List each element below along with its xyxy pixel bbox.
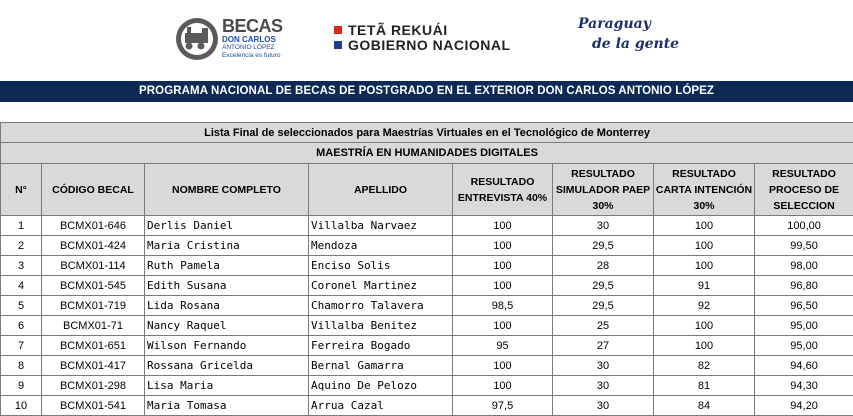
gobierno-line-2: GOBIERNO NACIONAL [348, 37, 511, 53]
results-table [0, 122, 853, 416]
row-number: 6 [1, 316, 42, 336]
row-code: BCMX01-719 [42, 296, 145, 316]
row-interview: 100 [453, 376, 553, 396]
row-number: 8 [1, 356, 42, 376]
header-surname: APELLIDO [309, 164, 453, 216]
row-result: 95,00 [755, 336, 853, 356]
row-simulator: 27 [553, 336, 654, 356]
row-simulator: 30 [553, 356, 654, 376]
row-interview: 95 [453, 336, 553, 356]
row-surname: Aquino De Pelozo [309, 376, 453, 396]
row-code: BCMX01-114 [42, 256, 145, 276]
table-body [1, 216, 853, 416]
row-surname: Mendoza [309, 236, 453, 256]
row-first-name: Edith Susana [145, 276, 309, 296]
row-code: BCMX01-646 [42, 216, 145, 236]
row-code: BCMX01-71 [42, 316, 145, 336]
table-subtitle: MAESTRÍA EN HUMANIDADES DIGITALES [1, 143, 853, 164]
row-result: 99,50 [755, 236, 853, 256]
becas-subtitle-1: DON CARLOS [222, 36, 276, 44]
row-simulator: 30 [553, 396, 654, 416]
row-surname: Ferreira Bogado [309, 336, 453, 356]
row-simulator: 29,5 [553, 236, 654, 256]
row-surname: Coronel Martinez [309, 276, 453, 296]
row-interview: 100 [453, 256, 553, 276]
row-result: 95,00 [755, 316, 853, 336]
row-interview: 98,5 [453, 296, 553, 316]
row-letter: 100 [654, 236, 755, 256]
row-number: 1 [1, 216, 42, 236]
header-row [1, 164, 853, 216]
row-result: 94,60 [755, 356, 853, 376]
row-first-name: Maria Tomasa [145, 396, 309, 416]
row-first-name: Nancy Raquel [145, 316, 309, 336]
row-interview: 100 [453, 276, 553, 296]
row-first-name: Lida Rosana [145, 296, 309, 316]
row-letter: 92 [654, 296, 755, 316]
table-row [1, 376, 853, 396]
row-letter: 81 [654, 376, 755, 396]
header-letter: RESULTADO CARTA INTENCIÓN 30% [654, 164, 755, 216]
row-interview: 100 [453, 236, 553, 256]
becas-logo [172, 12, 284, 64]
row-code: BCMX01-651 [42, 336, 145, 356]
header-number: N° [1, 164, 42, 216]
table-row [1, 316, 853, 336]
row-simulator: 28 [553, 256, 654, 276]
table-row [1, 256, 853, 276]
row-result: 94,20 [755, 396, 853, 416]
row-first-name: Derlis Daniel [145, 216, 309, 236]
row-letter: 82 [654, 356, 755, 376]
table-row [1, 276, 853, 296]
row-simulator: 25 [553, 316, 654, 336]
row-code: BCMX01-545 [42, 276, 145, 296]
row-interview: 97,5 [453, 396, 553, 416]
row-code: BCMX01-298 [42, 376, 145, 396]
row-first-name: Wilson Fernando [145, 336, 309, 356]
row-surname: Chamorro Talavera [309, 296, 453, 316]
row-interview: 100 [453, 356, 553, 376]
row-code: BCMX01-424 [42, 236, 145, 256]
header-result: RESULTADO PROCESO DE SELECCION [755, 164, 853, 216]
table-title: Lista Final de seleccionados para Maestrías Virtuales en el Tecnológico de Monterrey [1, 123, 853, 143]
row-result: 96,80 [755, 276, 853, 296]
row-simulator: 30 [553, 376, 654, 396]
table-row [1, 216, 853, 236]
row-number: 5 [1, 296, 42, 316]
header-name: NOMBRE COMPLETO [145, 164, 309, 216]
row-number: 2 [1, 236, 42, 256]
gobierno-line-1: TETÃ REKUÁI [348, 22, 448, 38]
row-first-name: Maria Cristina [145, 236, 309, 256]
paraguay-logo [578, 16, 668, 60]
row-interview: 100 [453, 316, 553, 336]
row-surname: Arrua Cazal [309, 396, 453, 416]
table-row [1, 356, 853, 376]
row-number: 7 [1, 336, 42, 356]
gobierno-logo [334, 22, 534, 56]
row-surname: Villalba Benitez [309, 316, 453, 336]
row-first-name: Rossana Gricelda [145, 356, 309, 376]
row-surname: Enciso Solis [309, 256, 453, 276]
row-letter: 100 [654, 216, 755, 236]
row-code: BCMX01-541 [42, 396, 145, 416]
row-letter: 91 [654, 276, 755, 296]
header-code: CÓDIGO BECAL [42, 164, 145, 216]
table-row [1, 336, 853, 356]
row-interview: 100 [453, 216, 553, 236]
row-result: 100,00 [755, 216, 853, 236]
row-letter: 100 [654, 336, 755, 356]
header-simulator: RESULTADO SIMULADOR PAEP 30% [553, 164, 654, 216]
table-title-row [1, 123, 853, 143]
becas-word: BECAS [222, 16, 283, 37]
row-surname: Bernal Gamarra [309, 356, 453, 376]
row-number: 10 [1, 396, 42, 416]
paraguay-line-2: de la gente [592, 36, 679, 52]
locomotive-icon [174, 16, 220, 62]
table-row [1, 396, 853, 416]
blue-square-icon [334, 41, 342, 49]
row-number: 3 [1, 256, 42, 276]
row-number: 4 [1, 276, 42, 296]
becas-subtitle-2: ANTONIO LÓPEZ [222, 44, 275, 51]
row-simulator: 29,5 [553, 276, 654, 296]
header-interview: RESULTADO ENTREVISTA 40% [453, 164, 553, 216]
red-square-icon [334, 26, 342, 34]
row-first-name: Ruth Pamela [145, 256, 309, 276]
row-letter: 100 [654, 256, 755, 276]
row-result: 98,00 [755, 256, 853, 276]
row-result: 96,50 [755, 296, 853, 316]
header-logos [0, 0, 853, 80]
paraguay-line-1: Paraguay [578, 16, 651, 32]
program-banner: PROGRAMA NACIONAL DE BECAS DE POSTGRADO EN EL EXTERIOR DON CARLOS ANTONIO LÓPEZ [0, 81, 853, 102]
becas-tagline: Excelencia es futuro [222, 52, 281, 59]
row-simulator: 29,5 [553, 296, 654, 316]
row-code: BCMX01-417 [42, 356, 145, 376]
row-first-name: Lisa Maria [145, 376, 309, 396]
table-subtitle-row [1, 143, 853, 164]
row-result: 94,30 [755, 376, 853, 396]
table-row [1, 296, 853, 316]
row-surname: Villalba Narvaez [309, 216, 453, 236]
row-letter: 100 [654, 316, 755, 336]
row-simulator: 30 [553, 216, 654, 236]
table-row [1, 236, 853, 256]
row-number: 9 [1, 376, 42, 396]
row-letter: 84 [654, 396, 755, 416]
